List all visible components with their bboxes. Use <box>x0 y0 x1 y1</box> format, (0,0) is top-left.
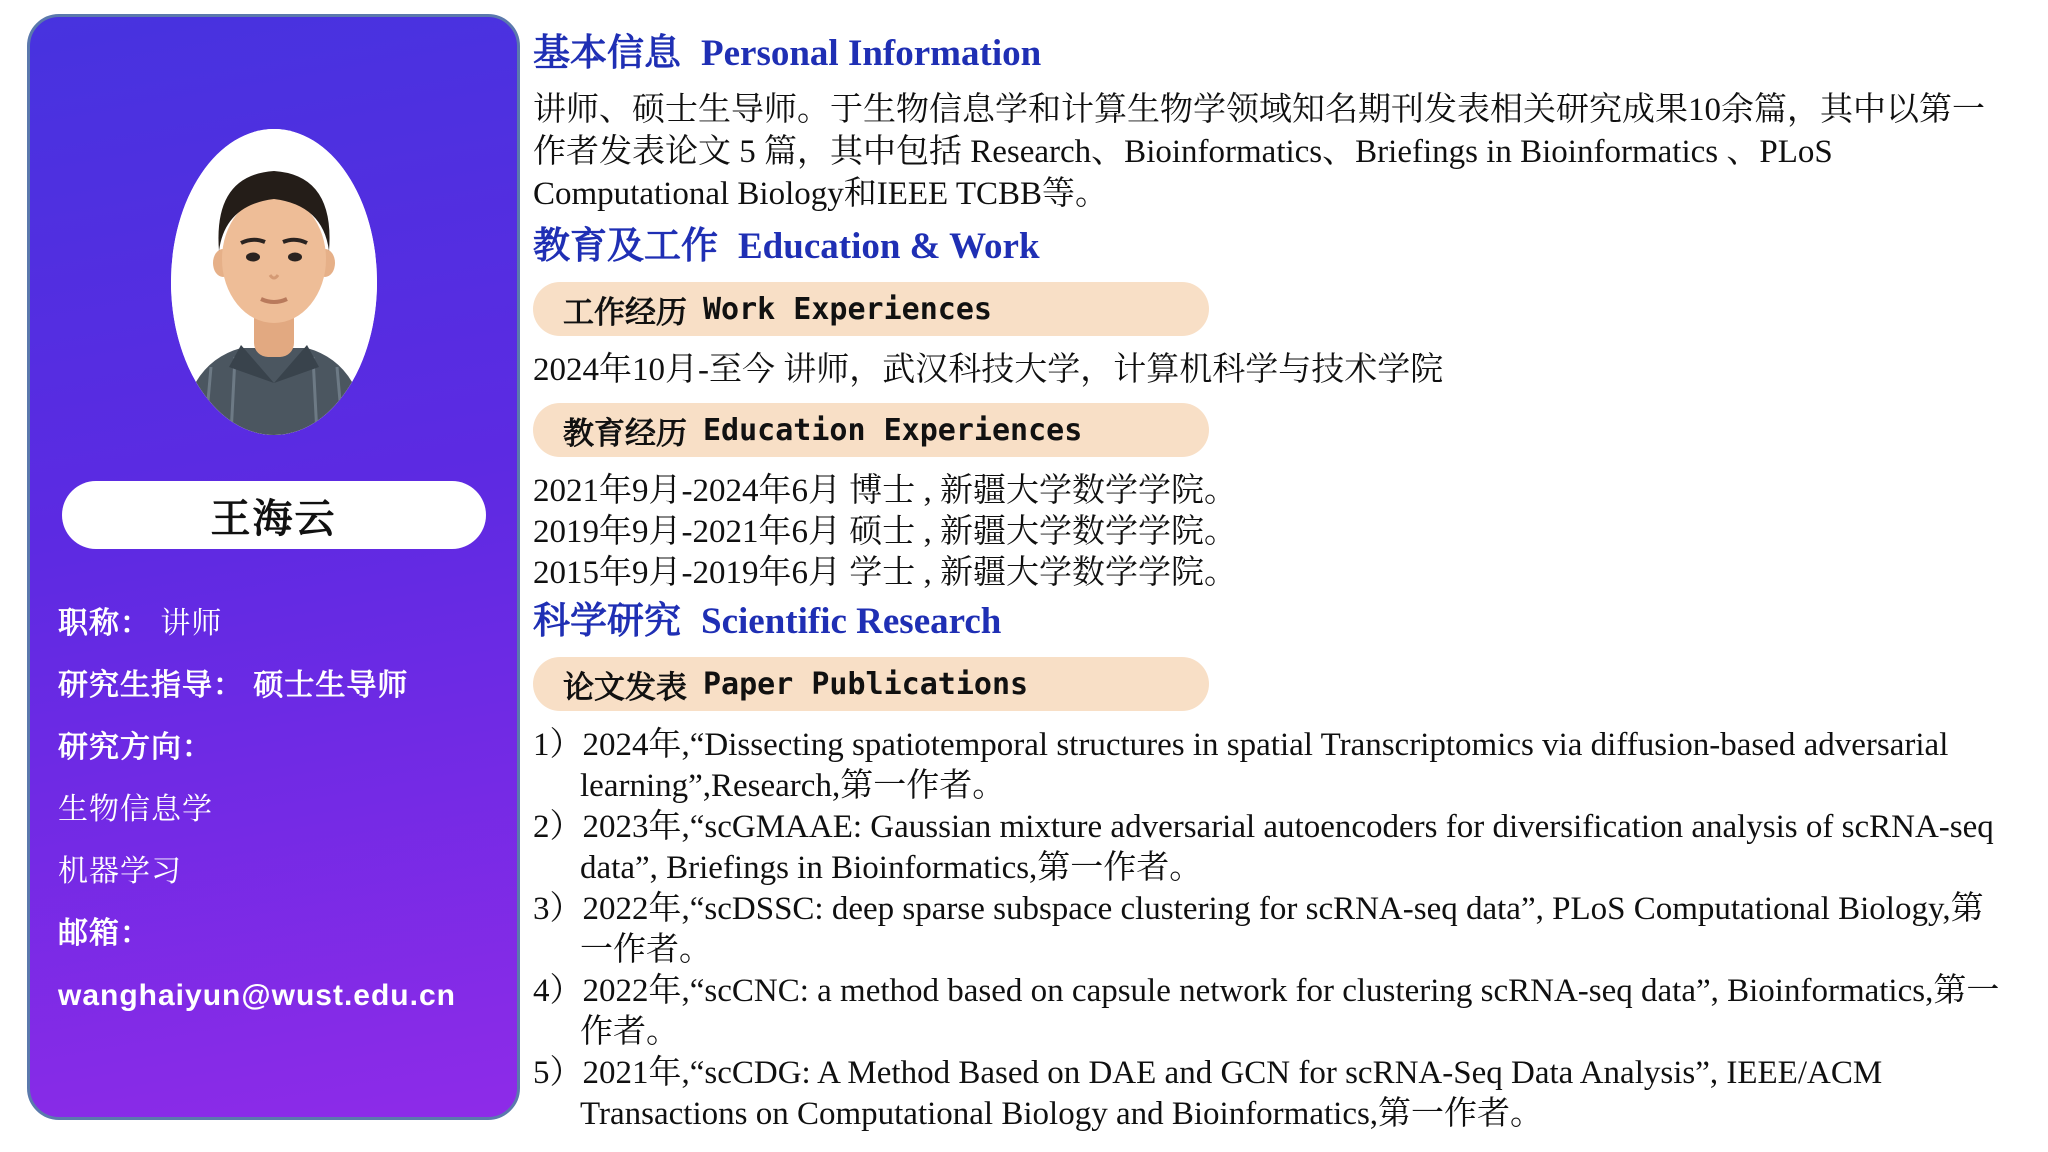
paper-publications-pill <box>533 657 1209 711</box>
section-title-en: Scientific Research <box>701 601 1002 642</box>
section-title-scientific-research <box>533 598 2011 645</box>
profile-card <box>27 14 520 1120</box>
profile-field <box>58 853 495 890</box>
profile-photo <box>171 129 377 435</box>
field-label: 研究方向： <box>58 731 213 764</box>
work-experience-line: 2024年10月-至今 讲师，武汉科技大学，计算机科学与技术学院 <box>533 352 1444 388</box>
field-value: 硕士生导师 <box>253 669 409 702</box>
person-name: 王海云 <box>210 496 337 541</box>
profile-field <box>58 667 495 704</box>
section-title-zh: 基本信息 <box>533 32 681 73</box>
field-value: 机器学习 <box>58 855 182 888</box>
education-line: 2021年9月-2024年6月 博士 , 新疆大学数学学院。 <box>533 473 1237 509</box>
pill-label-zh: 教育经历 <box>563 415 687 451</box>
field-label: 邮箱： <box>58 917 151 950</box>
field-value: wanghaiyun@wust.edu.cn <box>58 979 456 1012</box>
pill-label-zh: 论文发表 <box>563 669 687 705</box>
section-title-zh: 教育及工作 <box>533 225 718 266</box>
profile-fields <box>58 605 495 1014</box>
section-title-en: Education & Work <box>738 226 1040 267</box>
section-title-personal-information <box>533 30 2011 77</box>
person-portrait-icon <box>171 129 377 435</box>
publication-item: 3）2022年,“scDSSC: deep sparse subspace clustering for scRNA-seq data”, PLoS Computational Biology,第一作者。 <box>533 891 1984 968</box>
field-label: 研究生指导： <box>58 669 244 702</box>
section-title-zh: 科学研究 <box>533 600 681 641</box>
publication-item: 2）2023年,“scGMAAE: Gaussian mixture adversarial autoencoders for diversification analysis of scRNA-seq data”, Briefings in Bioinformatics,第一作者。 <box>533 809 1994 886</box>
personal-info-paragraph: 讲师、硕士生导师。于生物信息学和计算生物学领域知名期刊发表相关研究成果10余篇，其中以第一作者发表论文 5 篇，其中包括 Research、Bioinformatics、Briefings in Bioinformatics 、PLoS Computational Biology和IEEE TCBB等。 <box>533 92 1985 212</box>
field-value: 讲师 <box>160 607 223 640</box>
work-experience-list <box>533 350 2011 391</box>
publication-item: 5）2021年,“scCDG: A Method Based on DAE and GCN for scRNA-Seq Data Analysis”, IEEE/ACM Transactions on Computational Biology and Bioinformatics,第一作者。 <box>533 1055 1883 1132</box>
pill-label-en: Work Experiences <box>703 291 992 327</box>
profile-field <box>58 729 495 766</box>
pill-label-zh: 工作经历 <box>563 294 687 330</box>
work-experiences-pill <box>533 282 1209 336</box>
profile-field <box>58 791 495 828</box>
profile-field <box>58 915 495 952</box>
publication-item: 4）2022年,“scCNC: a method based on capsule network for clustering scRNA-seq data”, Bioinformatics,第一作者。 <box>533 973 2000 1050</box>
name-pill <box>62 481 486 549</box>
profile-field <box>58 977 495 1014</box>
field-value: 生物信息学 <box>58 793 213 826</box>
education-experience-list <box>533 471 2011 594</box>
profile-field <box>58 605 495 642</box>
publication-list <box>533 725 2011 1135</box>
education-experiences-pill <box>533 403 1209 457</box>
pill-label-en: Paper Publications <box>703 666 1029 702</box>
main-content <box>533 30 2011 1135</box>
publication-item: 1）2024年,“Dissecting spatiotemporal structures in spatial Transcriptomics via diffusion-based adversarial learning”,Research,第一作者。 <box>533 727 1949 804</box>
pill-label-en: Education Experiences <box>703 412 1083 448</box>
field-label: 职称： <box>58 607 151 640</box>
education-line: 2015年9月-2019年6月 学士 , 新疆大学数学学院。 <box>533 555 1237 591</box>
section-title-education-work <box>533 223 2011 270</box>
section-title-en: Personal Information <box>701 33 1042 74</box>
education-line: 2019年9月-2021年6月 硕士 , 新疆大学数学学院。 <box>533 514 1237 550</box>
